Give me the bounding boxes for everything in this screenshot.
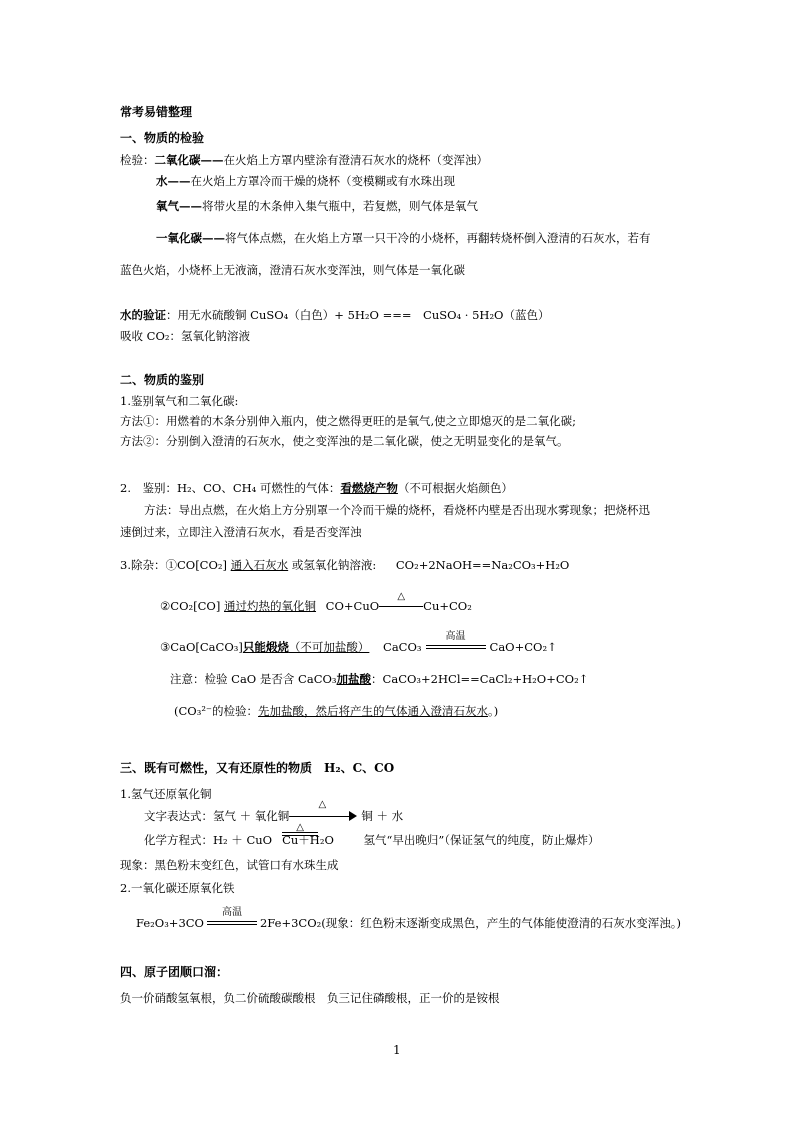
oxygen-method: 将带火星的木条伸入集气瓶中，若复燃，则气体是氧气 xyxy=(202,199,478,213)
carbonate-test-method: 先加盐酸，然后将产生的气体通入澄清石灰水 xyxy=(258,704,489,718)
arrow-head-icon xyxy=(349,811,357,821)
word-equation-products: 铜 ＋ 水 xyxy=(361,809,404,823)
identify-o2-co2: 1.鉴别氧气和二氧化碳: xyxy=(120,394,239,408)
removal-2-method: 通过灼热的氧化铜 xyxy=(224,599,317,613)
identify-method-1: 方法：导出点燃，在火焰上方分别罩一个冷而干燥的烧杯，看烧杯内壁是否出现水雾现象；把烧杯迅 xyxy=(144,503,650,517)
chem-equation-reactants: 化学方程式：H₂ ＋ CuO xyxy=(144,833,273,847)
removal-3-products: CaO+CO₂↑ xyxy=(489,640,557,654)
caution-text: 注意：检验 CaO 是否含 CaCO₃ xyxy=(170,672,337,686)
fe-equal-top xyxy=(207,921,257,922)
equal-line-bottom xyxy=(426,648,486,649)
water-verify-term: 水的验证 xyxy=(120,308,166,322)
test-co-line xyxy=(156,230,651,246)
water-verify-text: ：用无水硫酸铜 CuSO₄（白色）+ 5H₂O === CuSO₄ · 5H₂O（蓝色） xyxy=(166,308,550,322)
section-4-heading: 四、原子团顺口溜： xyxy=(120,965,229,979)
chem-equal-bottom xyxy=(282,835,318,836)
removal-2-label: ②CO₂[CO] xyxy=(160,599,221,613)
removal-1-label: 3.除杂：①CO[CO₂] xyxy=(120,558,228,572)
removal-1 xyxy=(120,557,569,573)
identify-method-2: 速倒过来，立即注入澄清石灰水，看是否变浑浊 xyxy=(120,525,362,539)
fe2o3-phenomenon: (现象：红色粉末逐渐变成黑色，产生的气体能使澄清的石灰水变浑浊。) xyxy=(321,916,681,930)
method-2: 方法②：分别倒入澄清的石灰水，使之变浑浊的是二氧化碳，使之无明显变化的是氧气。 xyxy=(120,434,569,448)
high-temp-label: 高温 xyxy=(445,631,466,642)
chem-heat-arrow xyxy=(282,822,318,849)
chem-equation-products: Cu＋H₂O xyxy=(282,833,334,847)
h2-reduce-title: 1.氢气还原氧化铜 xyxy=(120,787,212,801)
removal-2 xyxy=(160,591,472,615)
fe2o3-products: 2Fe+3CO₂ xyxy=(259,916,322,930)
caution-equation: ：CaCO₃+2HCl==CaCl₂+H₂O+CO₂↑ xyxy=(371,672,589,686)
radical-rhyme: 负一价硝酸氢氧根，负二价硫酸碳酸根 负三记住磷酸根，正一价的是铵根 xyxy=(120,991,500,1005)
removal-2-products: Cu+CO₂ xyxy=(423,599,472,613)
word-equation-reactants: 文字表达式：氢气 ＋ 氧化铜 xyxy=(144,809,290,823)
method-1: 方法①：用燃着的木条分别伸入瓶内，使之燃得更旺的是氧气,使之立即熄灭的是二氧化碳; xyxy=(120,414,577,428)
water-term: 水—— xyxy=(156,174,191,188)
heat-arrow xyxy=(379,591,423,615)
fe-high-temp-label: 高温 xyxy=(221,907,242,918)
chem-equal-top xyxy=(282,832,318,833)
water-verify-line xyxy=(120,307,550,323)
word-arrow-line xyxy=(289,816,355,817)
removal-3-label: ③CaO[CaCO₃] xyxy=(160,640,243,654)
identify-gases-text: 2. 鉴别：H₂、CO、CH₄ 可燃性的气体： xyxy=(120,481,341,495)
fe2o3-reactants: Fe₂O₃+3CO xyxy=(136,916,204,930)
high-temp-arrow xyxy=(426,631,486,656)
co2-term: 二氧化碳—— xyxy=(154,153,224,167)
removal-3-reactant: CaCO₃ xyxy=(383,640,422,654)
removal-1-equation: CO₂+2NaOH==Na₂CO₃+H₂O xyxy=(395,558,570,572)
identify-gases-line xyxy=(120,480,513,496)
carbonate-test-line xyxy=(174,703,498,719)
test-co2-line xyxy=(120,152,488,168)
chemical-equation xyxy=(144,822,600,849)
word-equation xyxy=(144,799,404,825)
equal-line-top xyxy=(426,645,486,646)
word-heat-symbol: △ xyxy=(318,799,327,810)
caution-line xyxy=(170,671,588,687)
phenomenon-line: 现象：黑色粉末变红色，试管口有水珠生成 xyxy=(120,858,339,872)
identify-gases-note: （不可根据火焰颜色） xyxy=(397,481,513,495)
section-3-heading: 三、既有可燃性，又有还原性的物质 H₂、C、CO xyxy=(120,761,395,775)
arrow-line xyxy=(379,606,423,607)
test-co-line-cont: 蓝色火焰，小烧杯上无液滴，澄清石灰水变浑浊，则气体是一氧化碳 xyxy=(120,263,465,277)
fe2o3-equation xyxy=(136,907,681,932)
test-water-line xyxy=(156,173,455,189)
section-1-heading: 一、物质的检验 xyxy=(120,131,205,145)
page-title: 常考易错整理 xyxy=(120,105,193,119)
add-acid-term: 加盐酸 xyxy=(336,672,372,686)
co2-absorb-line: 吸收 CO₂：氢氧化钠溶液 xyxy=(120,329,250,343)
carbonate-test-label: (CO₃²⁻的检验： xyxy=(174,704,259,718)
h2-safety-note: 氢气“早出晚归”（保证氢气的纯度，防止爆炸） xyxy=(363,833,600,847)
fe-high-temp-arrow xyxy=(207,907,257,932)
removal-3-note: （不可加盐酸） xyxy=(288,640,370,654)
combustion-products: 看燃烧产物 xyxy=(340,481,398,495)
test-label: 检验： xyxy=(120,153,155,167)
removal-3-method: 只能煅烧 xyxy=(242,640,289,654)
co-reduce-title: 2.一氧化碳还原氧化铁 xyxy=(120,881,235,895)
co-method: 将气体点燃，在火焰上方罩一只干冷的小烧杯，再翻转烧杯倒入澄清的石灰水，若有 xyxy=(225,231,651,245)
water-method: 在火焰上方罩冷而干燥的烧杯（变模糊或有水珠出现 xyxy=(190,174,455,188)
heat-symbol: △ xyxy=(397,591,406,602)
removal-1-method: 通入石灰水 xyxy=(230,558,289,572)
oxygen-term: 氧气—— xyxy=(156,199,202,213)
test-oxygen-line xyxy=(156,198,478,214)
fe-equal-bottom xyxy=(207,924,257,925)
carbonate-test-end: 。) xyxy=(488,704,499,718)
chem-heat-symbol: △ xyxy=(296,822,304,833)
removal-1-alt: 或氢氧化钠溶液: xyxy=(291,558,377,572)
co-term: 一氧化碳—— xyxy=(156,231,225,245)
co2-method: 在火焰上方罩内壁涂有澄清石灰水的烧杯（变浑浊） xyxy=(223,153,488,167)
section-2-heading: 二、物质的鉴别 xyxy=(120,373,205,387)
removal-3 xyxy=(160,631,557,656)
removal-2-reactants: CO+CuO xyxy=(325,599,380,613)
page-number: 1 xyxy=(393,1043,401,1057)
